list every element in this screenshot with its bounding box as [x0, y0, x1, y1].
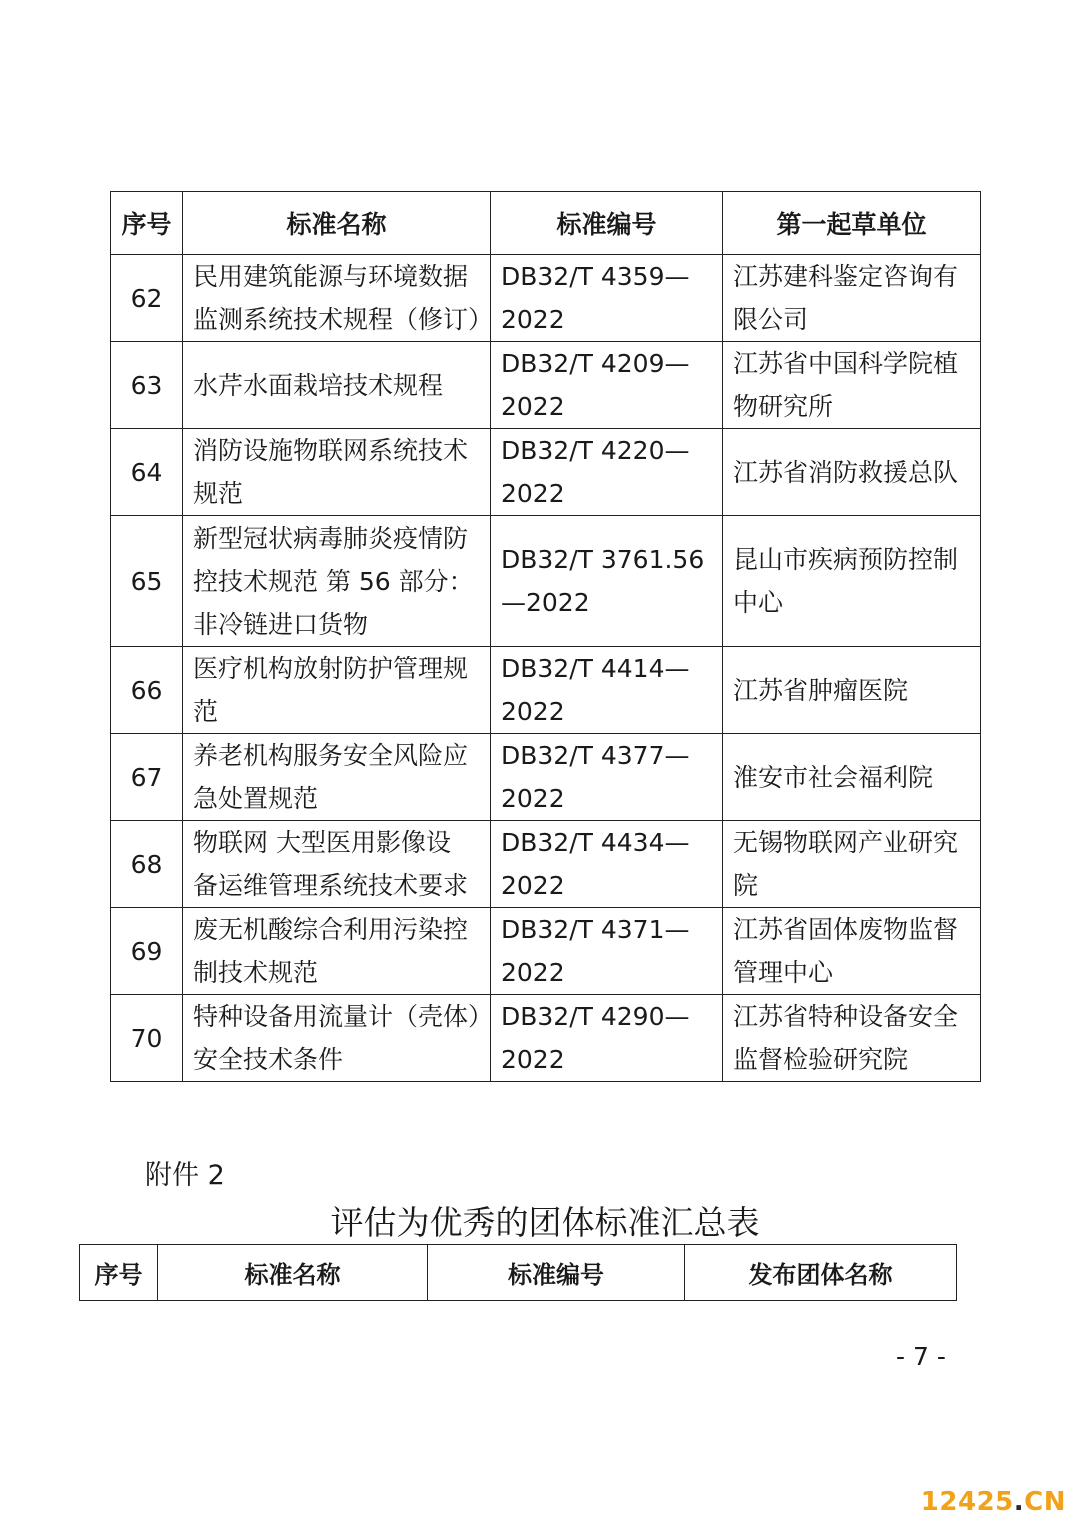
- row-serial: 66: [111, 647, 183, 734]
- row-standard-name: [183, 516, 491, 647]
- cell-line: 消防设施物联网系统技术: [193, 436, 469, 465]
- cell-line: DB32/T 4377—: [501, 741, 690, 770]
- header-serial: 序号: [111, 192, 183, 255]
- header-drafting-unit: 第一起草单位: [723, 192, 981, 255]
- cell-line: DB32/T 4359—: [501, 262, 690, 291]
- row-serial: 70: [111, 995, 183, 1082]
- cell-line: DB32/T 4371—: [501, 915, 690, 944]
- cell-line: 备运维管理系统技术要求: [193, 871, 469, 900]
- cell-line: 安全技术条件: [193, 1045, 344, 1074]
- table-header-row: [111, 192, 981, 255]
- table-row: [111, 342, 981, 429]
- cell-line: 2022: [501, 479, 565, 508]
- cell-line: 民用建筑能源与环境数据: [193, 262, 469, 291]
- cell-line: 2022: [501, 784, 565, 813]
- watermark-text: 12425: [920, 1487, 1014, 1517]
- cell-line: DB32/T 4414—: [501, 654, 690, 683]
- row-serial: 63: [111, 342, 183, 429]
- row-standard-code: [491, 429, 723, 516]
- cell-line: 淮安市社会福利院: [733, 762, 934, 792]
- cell-line: 范: [193, 697, 219, 726]
- cell-line: 院: [733, 871, 759, 900]
- header-serial: 序号: [80, 1245, 158, 1301]
- table-row: [111, 821, 981, 908]
- section-title: 评估为优秀的团体标准汇总表: [330, 1203, 760, 1242]
- standards-table: [110, 191, 981, 1082]
- row-serial: 68: [111, 821, 183, 908]
- row-standard-code: [491, 255, 723, 342]
- row-serial: 62: [111, 255, 183, 342]
- table-row: [111, 516, 981, 647]
- header-standard-code: 标准编号: [491, 192, 723, 255]
- cell-line: 中心: [733, 588, 784, 617]
- cell-line: 2022: [501, 305, 565, 334]
- cell-line: —2022: [501, 588, 590, 617]
- row-drafting-unit: [723, 995, 981, 1082]
- site-watermark: [921, 1487, 1066, 1517]
- cell-line: 江苏省中国科学院植: [733, 349, 959, 378]
- row-standard-code: [491, 342, 723, 429]
- row-standard-name: [183, 908, 491, 995]
- cell-line: 2022: [501, 697, 565, 726]
- cell-line: 无锡物联网产业研究: [733, 828, 959, 857]
- attachment-label: 附件 2: [145, 1160, 225, 1191]
- group-standards-table: [79, 1244, 957, 1301]
- watermark-suffix: CN: [1024, 1487, 1066, 1517]
- row-drafting-unit: [723, 647, 981, 734]
- cell-line: DB32/T 4220—: [501, 436, 690, 465]
- row-drafting-unit: [723, 342, 981, 429]
- row-standard-code: [491, 647, 723, 734]
- table-header-row: [80, 1245, 957, 1301]
- cell-line: 规范: [193, 479, 244, 508]
- cell-line: 江苏省固体废物监督: [733, 915, 959, 944]
- table-row: [111, 908, 981, 995]
- cell-line: 江苏省特种设备安全: [733, 1002, 959, 1031]
- cell-line: 非冷链进口货物: [193, 609, 369, 639]
- header-standard-name: 标准名称: [158, 1245, 428, 1301]
- cell-line: 医疗机构放射防护管理规: [193, 654, 469, 683]
- row-standard-code: [491, 734, 723, 821]
- table-row: [111, 647, 981, 734]
- cell-line: 物研究所: [733, 392, 834, 421]
- table-row: [111, 255, 981, 342]
- cell-line: DB32/T 4434—: [501, 828, 690, 857]
- table-row: [111, 995, 981, 1082]
- row-standard-name: [183, 255, 494, 342]
- row-standard-name: [183, 342, 491, 429]
- cell-line: 江苏省肿瘤医院: [733, 675, 909, 705]
- cell-line: 2022: [501, 958, 565, 987]
- table-row: [111, 429, 981, 516]
- row-drafting-unit: [723, 429, 981, 516]
- row-drafting-unit: [723, 255, 981, 342]
- cell-line: 监测系统技术规程（修订）: [193, 305, 494, 334]
- cell-line: 2022: [501, 392, 565, 421]
- cell-line: 制技术规范: [193, 958, 319, 987]
- header-publishing-group: 发布团体名称: [685, 1245, 957, 1301]
- cell-line: 限公司: [733, 305, 809, 334]
- row-standard-code: [491, 821, 723, 908]
- row-standard-code: [491, 516, 723, 647]
- row-standard-name: [183, 429, 491, 516]
- row-serial: 69: [111, 908, 183, 995]
- cell-line: 控技术规范 第 56 部分：: [193, 566, 474, 596]
- cell-line: 物联网 大型医用影像设: [193, 828, 451, 857]
- row-standard-name: [183, 647, 491, 734]
- page-number: - 7 -: [896, 1342, 946, 1371]
- cell-line: 2022: [501, 871, 565, 900]
- cell-line: DB32/T 3761.56: [501, 545, 705, 574]
- row-standard-name: [183, 734, 491, 821]
- cell-line: 特种设备用流量计（壳体）: [193, 1002, 494, 1031]
- row-standard-code: [491, 995, 723, 1082]
- row-drafting-unit: [723, 908, 981, 995]
- table-row: [111, 734, 981, 821]
- cell-line: 急处置规范: [193, 784, 319, 813]
- cell-line: 水芹水面栽培技术规程: [193, 370, 444, 400]
- cell-line: DB32/T 4290—: [501, 1002, 690, 1031]
- header-standard-name: 标准名称: [183, 192, 491, 255]
- cell-line: 监督检验研究院: [733, 1045, 909, 1074]
- row-serial: 65: [111, 516, 183, 647]
- cell-line: 昆山市疾病预防控制: [733, 545, 959, 574]
- row-drafting-unit: [723, 516, 981, 647]
- row-standard-code: [491, 908, 723, 995]
- row-standard-name: [183, 995, 494, 1082]
- header-standard-code: 标准编号: [428, 1245, 685, 1301]
- watermark-dot: .: [1013, 1487, 1025, 1517]
- row-serial: 64: [111, 429, 183, 516]
- cell-line: 2022: [501, 1045, 565, 1074]
- row-drafting-unit: [723, 821, 981, 908]
- row-drafting-unit: [723, 734, 981, 821]
- cell-line: 养老机构服务安全风险应: [193, 741, 469, 770]
- row-standard-name: [183, 821, 491, 908]
- cell-line: 管理中心: [733, 958, 834, 987]
- cell-line: 江苏建科鉴定咨询有: [733, 262, 959, 291]
- row-serial: 67: [111, 734, 183, 821]
- cell-line: DB32/T 4209—: [501, 349, 690, 378]
- cell-line: 废无机酸综合利用污染控: [193, 915, 469, 944]
- cell-line: 江苏省消防救援总队: [733, 457, 959, 487]
- cell-line: 新型冠状病毒肺炎疫情防: [193, 523, 469, 553]
